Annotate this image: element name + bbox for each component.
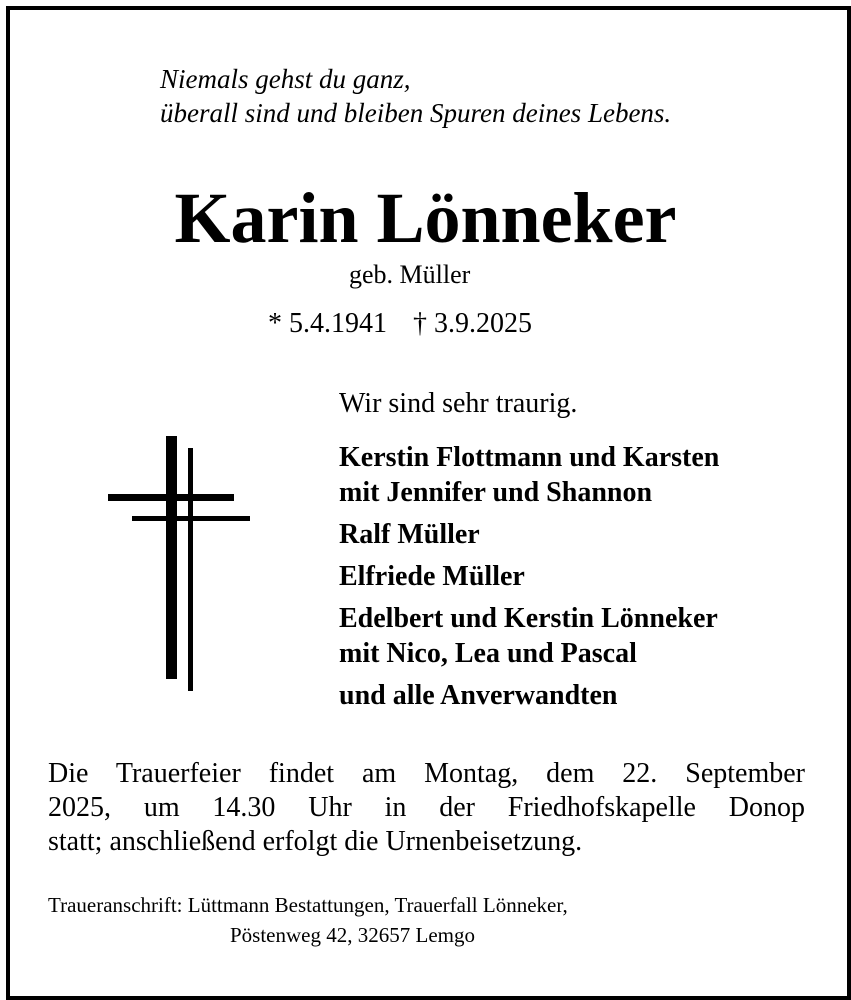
mourner-line: Ralf Müller [339,519,480,550]
motto-line-1: Niemals gehst du ganz, [160,64,411,94]
ceremony-line-3: statt; anschließend erfolgt die Urnenbeisetzung. [48,826,583,857]
double-cross-icon [108,436,253,691]
motto-verse [160,62,671,130]
birth-date: * 5.4.1941 [268,308,387,339]
mourner-line: Elfriede Müller [339,561,525,592]
ceremony-line-1: Die Trauerfeier findet am Montag, dem 22. September [48,758,805,789]
mourner-line: Edelbert und Kerstin Lönneker [339,603,718,634]
address-line-1: Traueranschrift: Lüttmann Bestattungen, Trauerfall Lönneker, [48,893,568,917]
motto-line-2: überall sind und bleiben Spuren deines Lebens. [160,98,672,128]
death-date: † 3.9.2025 [413,308,532,339]
ceremony-notice [48,757,805,859]
maiden-name: geb. Müller [349,260,471,289]
mourner-line: mit Nico, Lea und Pascal [339,638,637,669]
mourner-line: und alle Anverwandten [339,680,618,711]
mourner-line: Kerstin Flottmann und Karsten [339,442,720,473]
grief-statement: Wir sind sehr traurig. [339,388,578,419]
deceased-name: Karin Lönneker [174,178,677,258]
mourner-line: mit Jennifer und Shannon [339,477,653,508]
address-line-2: Pöstenweg 42, 32657 Lemgo [230,923,475,947]
condolence-address [48,890,568,950]
mourners-list [339,440,719,713]
life-dates [268,308,532,340]
ceremony-line-2: 2025, um 14.30 Uhr in der Friedhofskapelle Donop [48,792,805,823]
